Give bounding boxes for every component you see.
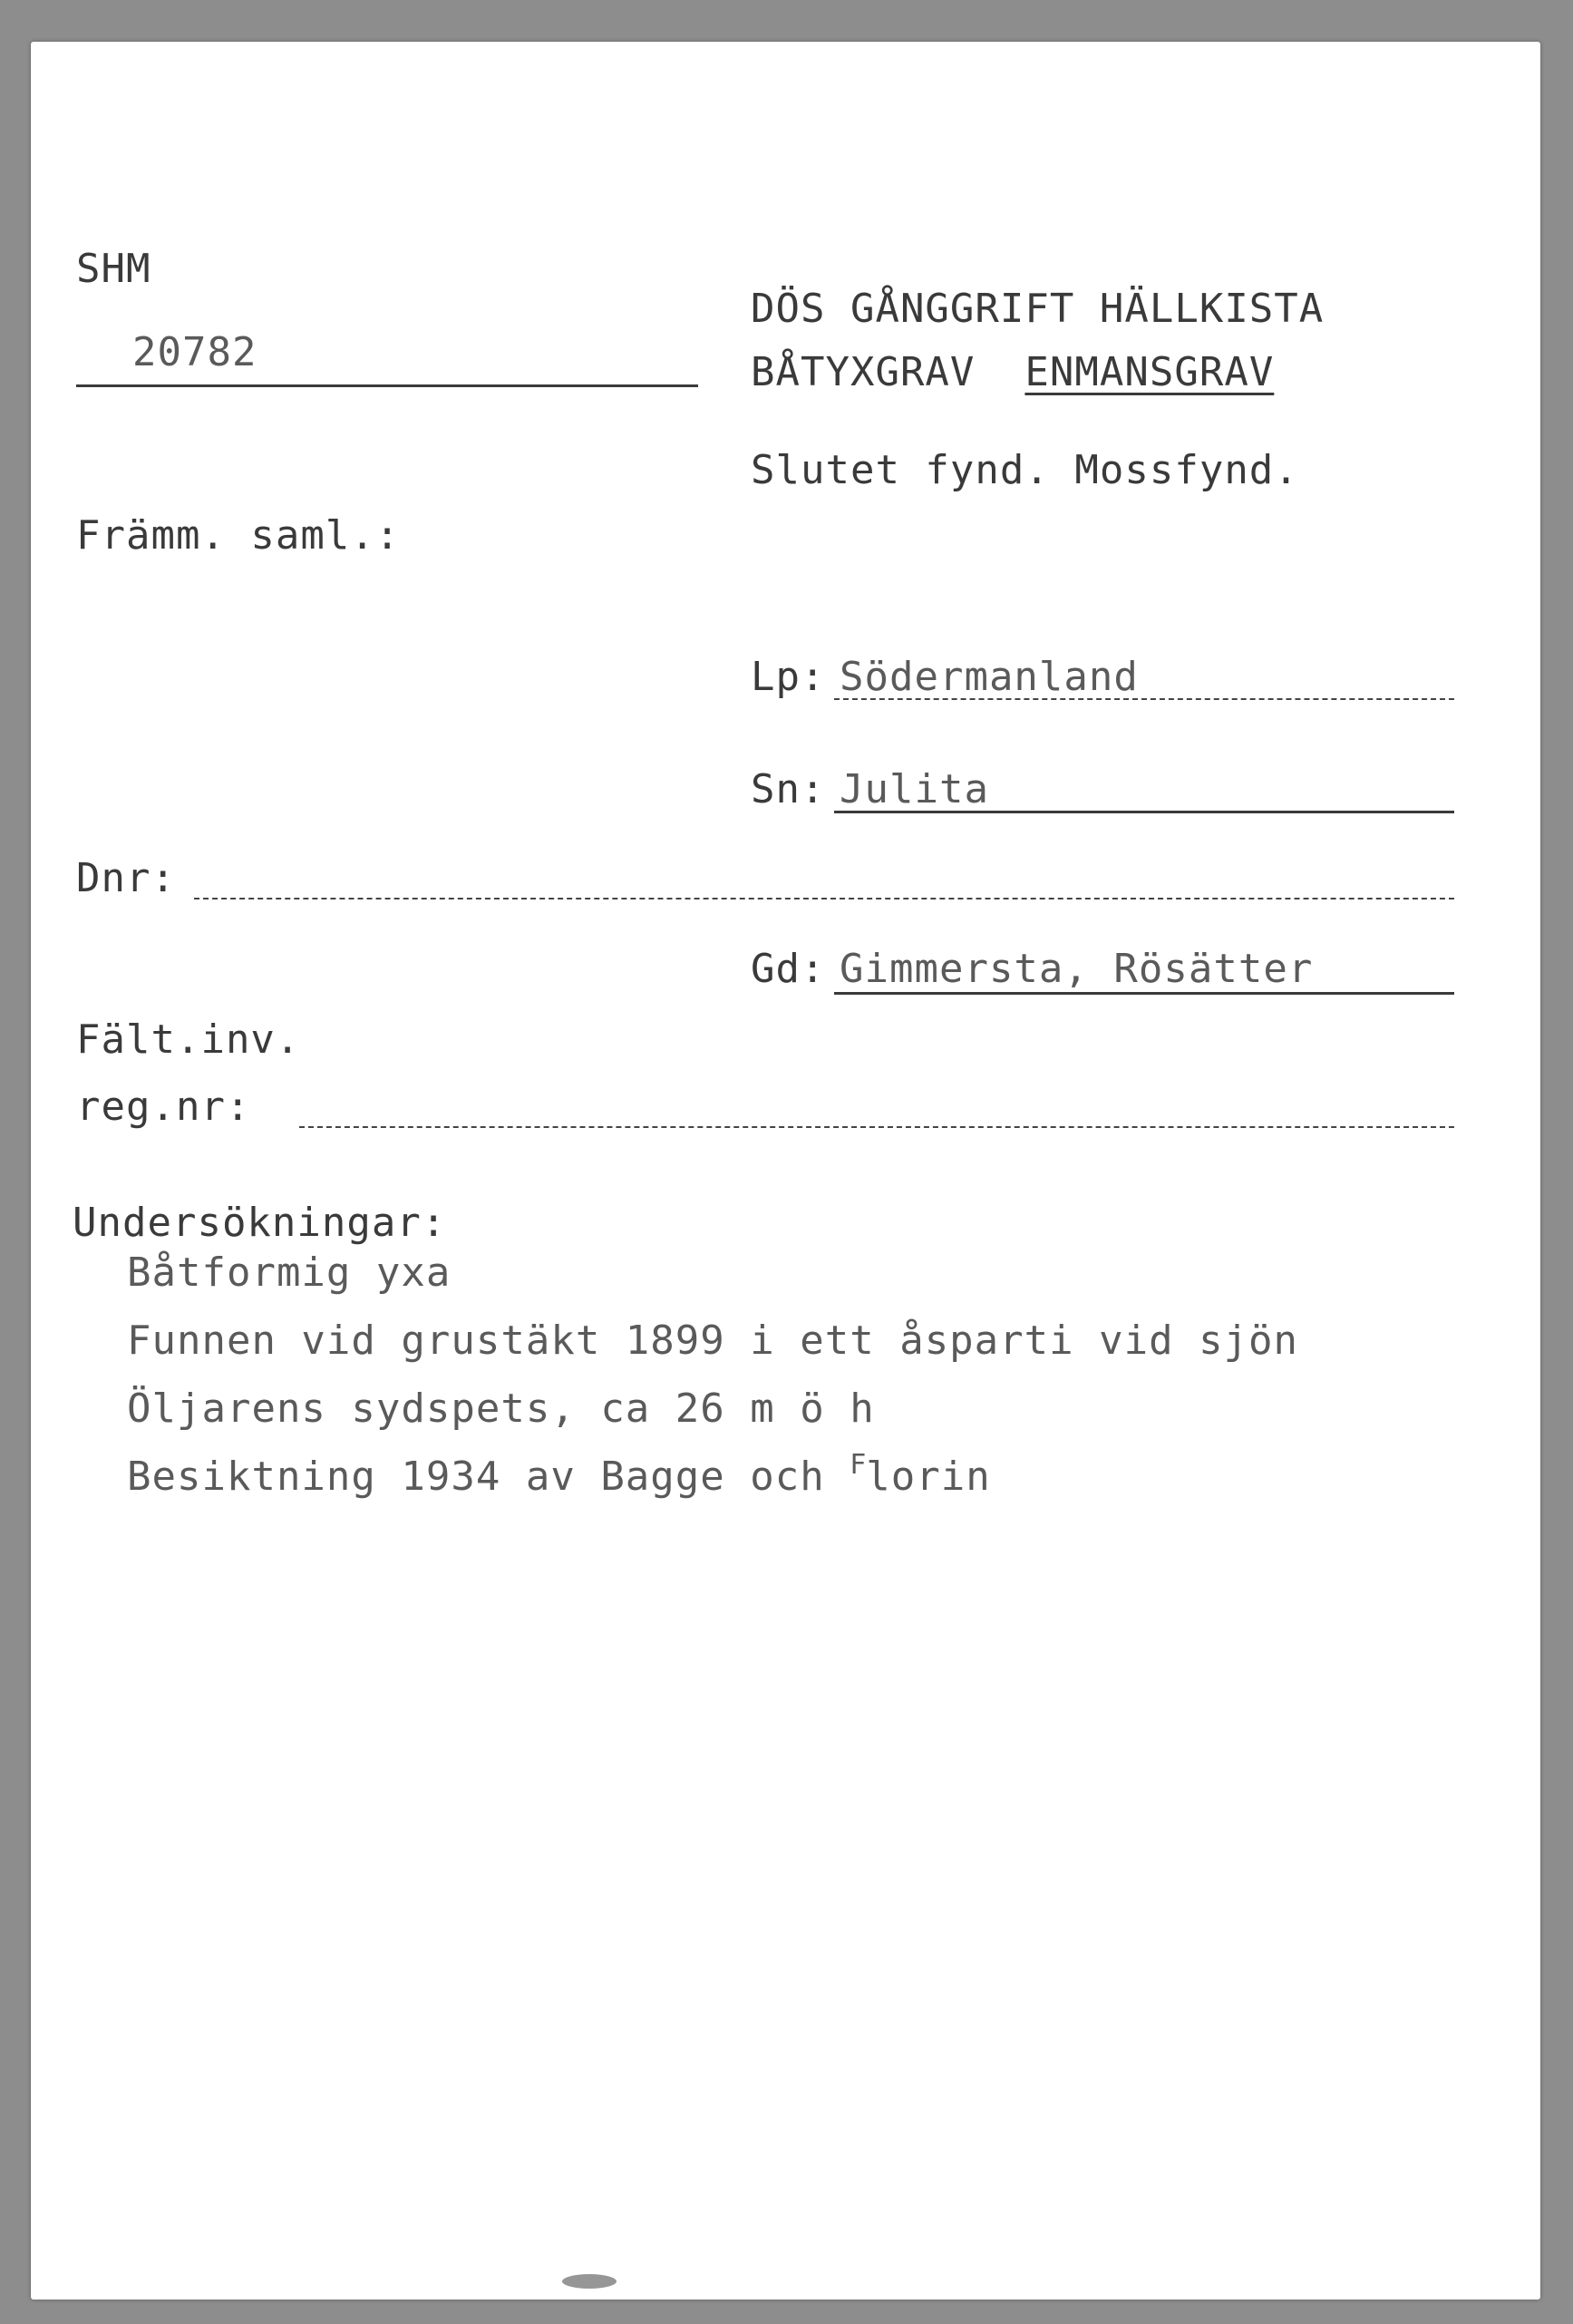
shm-number: 20782 — [132, 329, 257, 375]
dnr-rule — [194, 898, 1454, 899]
gd-rule — [834, 992, 1454, 995]
category-batyxgrav: BÅTYXGRAV — [751, 349, 976, 395]
find-types: Slutet fynd. Mossfynd. — [751, 447, 1299, 493]
lp-label: Lp: — [751, 654, 826, 700]
gd-label: Gd: — [751, 946, 826, 992]
notes-line-4-superscript: F — [850, 1449, 867, 1481]
notes-line-4-end: lorin — [866, 1454, 991, 1500]
categories-line-2 — [751, 350, 1274, 395]
reg-nr-rule — [299, 1126, 1454, 1128]
sn-rule — [834, 811, 1454, 813]
shm-number-rule — [76, 384, 698, 387]
notes-line-1: Båtformig yxa — [127, 1250, 452, 1296]
scan-smudge — [562, 2274, 617, 2289]
category-enmansgrav: ENMANSGRAV — [1024, 349, 1275, 395]
notes-line-4 — [127, 1443, 1298, 1511]
sn-value: Julita — [840, 766, 989, 812]
framm-saml-label: Främm. saml.: — [76, 512, 401, 559]
reg-nr-label: reg.nr: — [76, 1084, 251, 1130]
falt-inv-label: Fält.inv. — [76, 1016, 301, 1063]
categories-line-1: DÖS GÅNGGRIFT HÄLLKISTA — [751, 286, 1325, 332]
notes-line-3: Öljarens sydspets, ca 26 m ö h — [127, 1386, 875, 1432]
notes-block — [127, 1239, 1298, 1511]
lp-rule — [834, 698, 1454, 700]
notes-line-2: Funnen vid grustäkt 1899 i ett åsparti vid sjön — [127, 1318, 1299, 1364]
notes-line-4-start: Besiktning 1934 av Bagge och — [127, 1454, 850, 1500]
dnr-label: Dnr: — [76, 855, 176, 901]
gd-value: Gimmersta, Rösätter — [840, 946, 1314, 992]
lp-value: Södermanland — [840, 654, 1139, 700]
sn-label: Sn: — [751, 766, 826, 812]
shm-label: SHM — [76, 246, 151, 292]
undersokningar-label: Undersökningar: — [73, 1200, 447, 1246]
catalog-card — [31, 42, 1540, 2300]
